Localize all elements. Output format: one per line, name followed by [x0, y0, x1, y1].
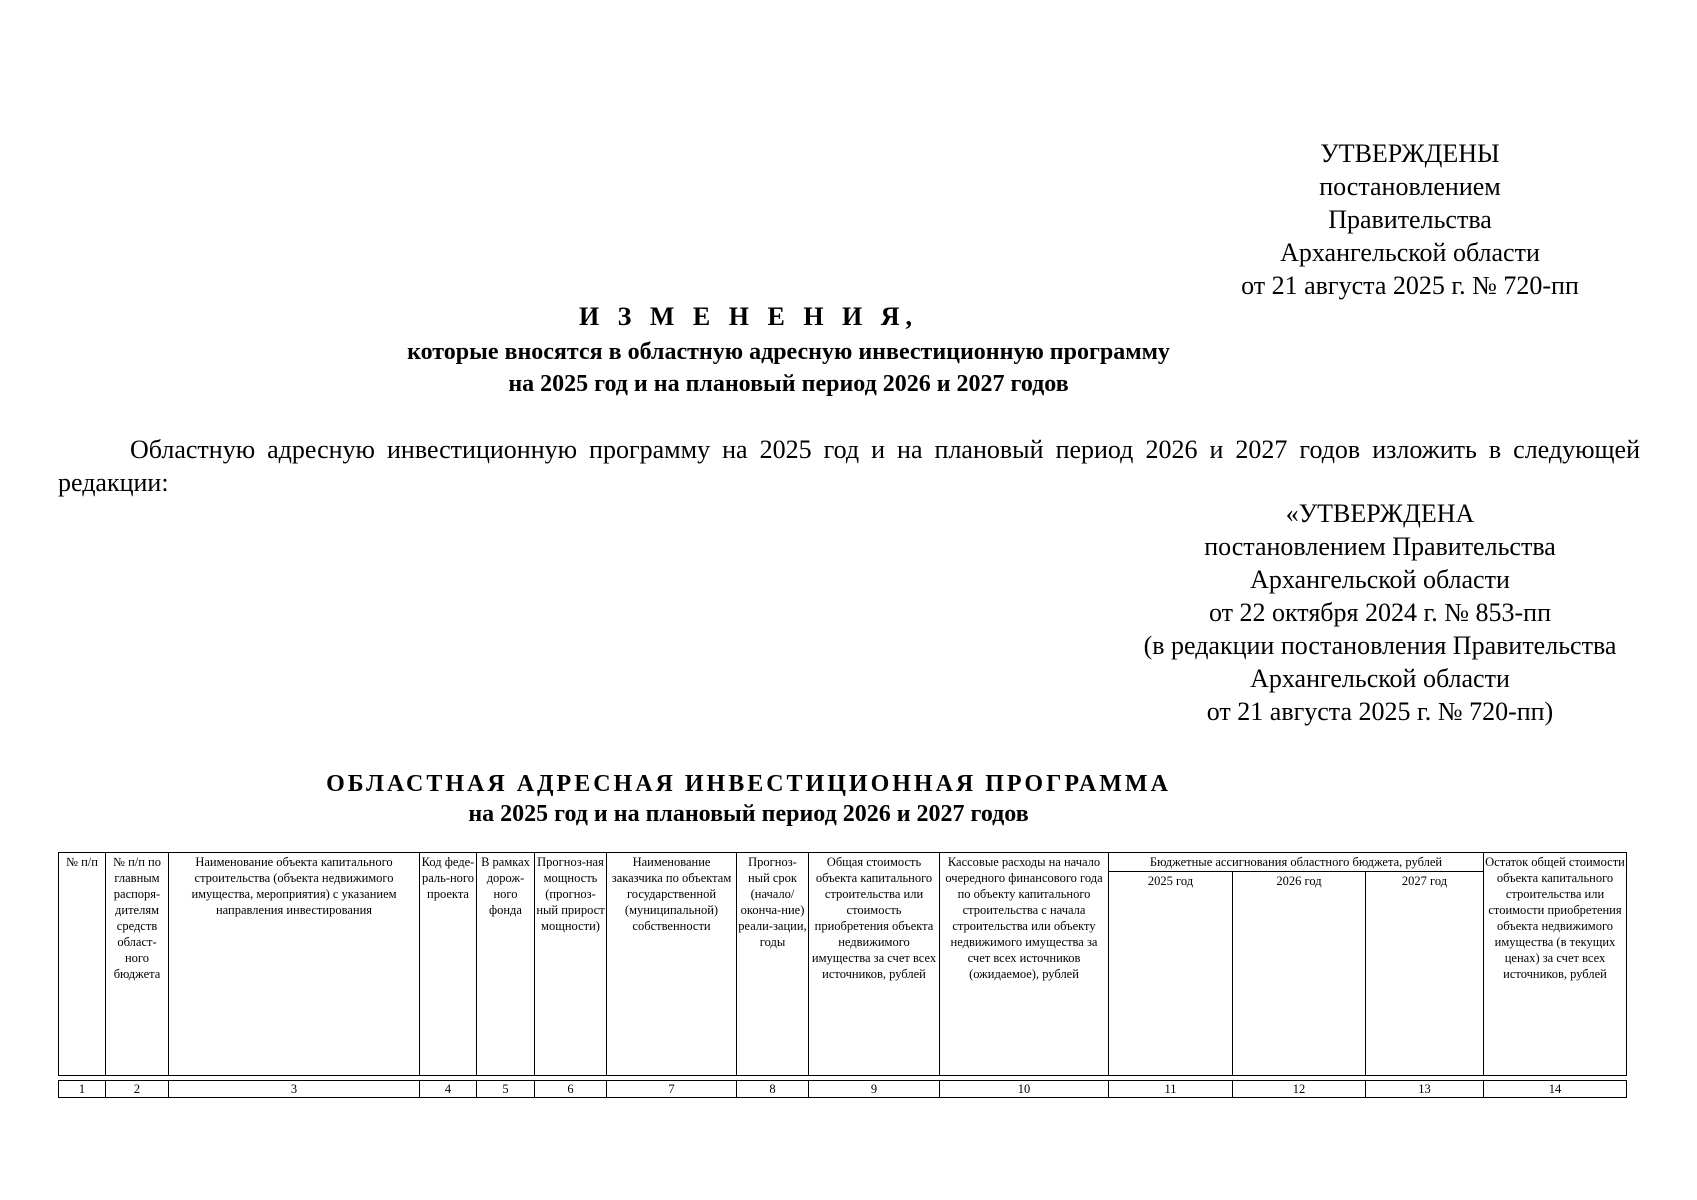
- header-col-13: 2027 год: [1366, 872, 1484, 1076]
- column-number: 7: [607, 1081, 737, 1098]
- column-number: 11: [1109, 1081, 1233, 1098]
- header-col-4: Код феде-раль-ного проекта: [420, 853, 477, 1076]
- column-number: 1: [59, 1081, 106, 1098]
- approval-line: постановлением Правительства: [1204, 532, 1556, 561]
- column-number: 14: [1484, 1081, 1627, 1098]
- approval-line: от 21 августа 2025 г. № 720-пп): [1206, 697, 1554, 726]
- column-number: 2: [106, 1081, 169, 1098]
- header-col-5: В рамках дорож-ного фонда: [477, 853, 535, 1076]
- header-col-2: № п/п по главным распоря-дителям средств област-ного бюджета: [106, 853, 169, 1076]
- column-number: 3: [169, 1081, 420, 1098]
- column-number: 12: [1233, 1081, 1366, 1098]
- header-col-3: Наименование объекта капитального строительства (объекта недвижимого имущества, мероприятия) с указанием направления инвестирования: [169, 853, 420, 1076]
- approval-line: Архангельской области: [1280, 238, 1540, 267]
- intro-paragraph: Областную адресную инвестиционную программу на 2025 год и на плановый период 2026 и 2027 годов изложить в следующей редакции:: [58, 435, 1640, 497]
- column-number: 13: [1366, 1081, 1484, 1098]
- program-table: [58, 852, 1627, 1098]
- approval-line: УТВЕРЖДЕНЫ: [1320, 139, 1500, 168]
- column-number: 5: [477, 1081, 535, 1098]
- approval-line: «УТВЕРЖДЕНА: [1285, 499, 1475, 528]
- approval-stamp-program: [1100, 497, 1660, 728]
- column-number: 10: [940, 1081, 1109, 1098]
- changes-subtitle: на 2025 год и на плановый период 2026 и 2027 годов: [508, 371, 1069, 397]
- column-number: 8: [737, 1081, 809, 1098]
- header-col-9: Общая стоимость объекта капитального строительства или стоимость приобретения объекта недвижимого имущества за счет всех источников, рублей: [809, 853, 940, 1076]
- header-col-12: 2026 год: [1233, 872, 1366, 1076]
- approval-line: от 22 октября 2024 г. № 853-пп: [1209, 598, 1551, 627]
- header-budget-group: Бюджетные ассигнования областного бюджета, рублей: [1109, 853, 1484, 872]
- header-col-7: Наименование заказчика по объектам государственной (муниципальной) собственности: [607, 853, 737, 1076]
- changes-title: И З М Е Н Е Н И Я,: [578, 302, 919, 331]
- header-col-11: 2025 год: [1109, 872, 1233, 1076]
- approval-line: от 21 августа 2025 г. № 720-пп: [1241, 271, 1579, 300]
- approval-line: Архангельской области: [1250, 664, 1510, 693]
- column-number: 6: [535, 1081, 607, 1098]
- column-number: 4: [420, 1081, 477, 1098]
- header-col-14: Остаток общей стоимости объекта капитального строительства или стоимости приобретения объекта недвижимого имущества (в текущих ценах) за счет всех источников, рублей: [1484, 853, 1627, 1076]
- header-col-8: Прогноз-ный срок (начало/ оконча-ние) реали-зации, годы: [737, 853, 809, 1076]
- header-col-6: Прогноз-ная мощность (прогноз-ный прирост мощности): [535, 853, 607, 1076]
- column-number: 9: [809, 1081, 940, 1098]
- approval-line: Архангельской области: [1250, 565, 1510, 594]
- approval-stamp-top: [1240, 137, 1580, 302]
- column-number-row: [59, 1081, 1627, 1098]
- program-title: ОБЛАСТНАЯ АДРЕСНАЯ ИНВЕСТИЦИОННАЯ ПРОГРАММА: [326, 771, 1171, 797]
- header-col-1: № п/п: [59, 853, 106, 1076]
- header-col-10: Кассовые расходы на начало очередного финансового года по объекту капитального строительства с начала строительства или объекту недвижимого имущества за счет всех источников (ожидаемое), рублей: [940, 853, 1109, 1076]
- approval-line: (в редакции постановления Правительства: [1143, 631, 1617, 660]
- program-subtitle: на 2025 год и на плановый период 2026 и 2027 годов: [468, 801, 1029, 827]
- approval-line: постановлением Правительства: [1319, 172, 1501, 234]
- changes-subtitle: которые вносятся в областную адресную инвестиционную программу: [407, 339, 1170, 365]
